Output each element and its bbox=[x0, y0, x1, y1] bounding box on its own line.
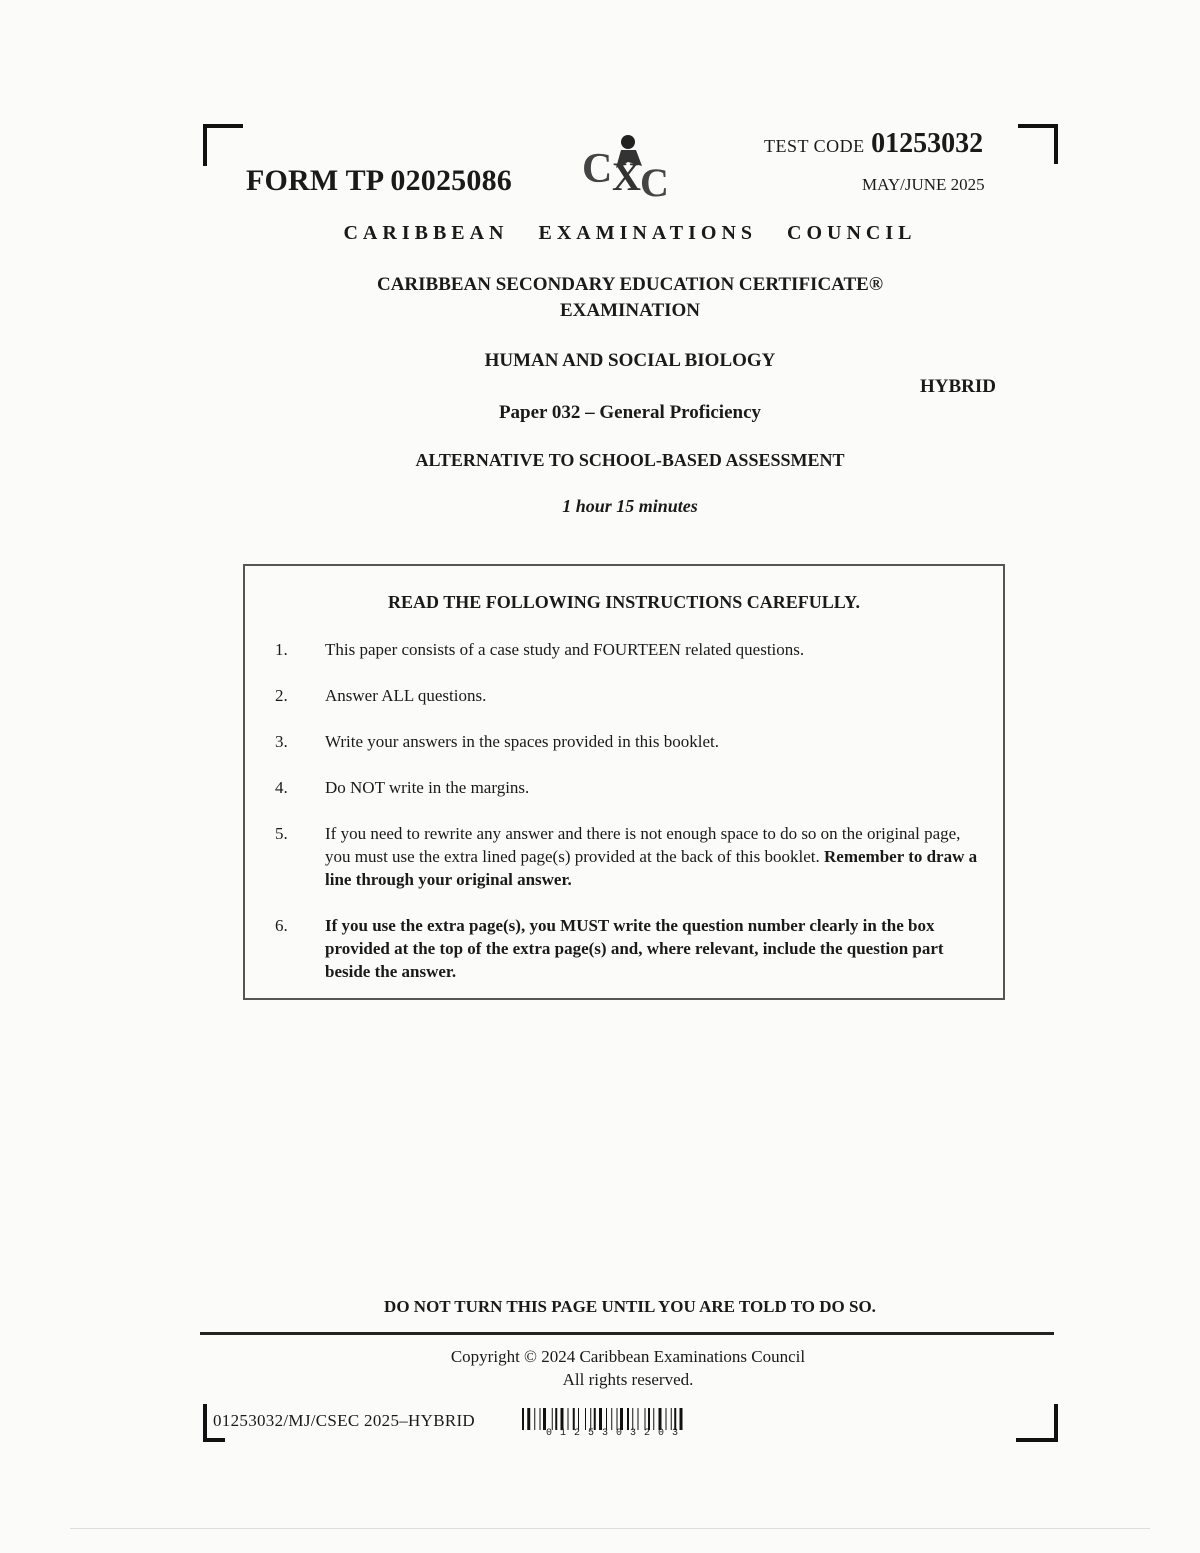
instruction-text: Do NOT write in the margins. bbox=[325, 778, 530, 797]
instructions-heading: READ THE FOLLOWING INSTRUCTIONS CAREFULLY. bbox=[388, 592, 860, 612]
barcode-icon bbox=[522, 1408, 732, 1430]
test-code bbox=[764, 128, 983, 160]
instructions-list bbox=[275, 638, 985, 1006]
copyright-line: Copyright © 2024 Caribbean Examinations Council bbox=[450, 1347, 806, 1366]
certificate-title bbox=[0, 272, 1200, 324]
booklet-code: 01253032/MJ/CSEC 2025–HYBRID bbox=[213, 1411, 476, 1430]
cxc-logo-icon bbox=[578, 132, 678, 200]
crop-mark-bottom-right bbox=[1016, 1404, 1058, 1442]
instruction-item bbox=[275, 776, 985, 799]
certificate-title-line1: CARIBBEAN SECONDARY EDUCATION CERTIFICATE® bbox=[376, 274, 884, 295]
instruction-number: 2. bbox=[275, 686, 288, 705]
instruction-text bbox=[325, 822, 985, 891]
test-code-value: 01253032 bbox=[871, 128, 984, 159]
hybrid-label: HYBRID bbox=[920, 376, 997, 397]
instruction-text-regular: If you need to rewrite any answer and there is not enough space to do so on the original page, you must use the extra lined page(s) provided at the back of this booklet. bbox=[325, 824, 961, 866]
instruction-text-bold: Remember to draw a line through your original answer. bbox=[325, 847, 978, 889]
crop-mark-top-right bbox=[1018, 124, 1058, 164]
copyright-notice bbox=[0, 1345, 1200, 1391]
instruction-number: 6. bbox=[275, 916, 288, 935]
instruction-text: Answer ALL questions. bbox=[325, 686, 487, 705]
exam-session: MAY/JUNE 2025 bbox=[862, 175, 985, 194]
certificate-title-line2: EXAMINATION bbox=[559, 300, 701, 321]
instruction-item bbox=[275, 684, 985, 707]
instruction-item bbox=[275, 638, 985, 661]
svg-text:X: X bbox=[612, 154, 641, 199]
form-tp-number: FORM TP 02025086 bbox=[246, 164, 512, 197]
instruction-number: 4. bbox=[275, 778, 288, 797]
instruction-item bbox=[275, 914, 985, 983]
subject-title: HUMAN AND SOCIAL BIOLOGY bbox=[484, 350, 776, 371]
footer-divider bbox=[200, 1332, 1054, 1335]
instruction-number: 1. bbox=[275, 640, 288, 659]
instruction-number: 3. bbox=[275, 732, 288, 751]
rights-line: All rights reserved. bbox=[562, 1370, 694, 1389]
do-not-turn-warning: DO NOT TURN THIS PAGE UNTIL YOU ARE TOLD TO DO SO. bbox=[384, 1297, 876, 1316]
svg-text:C: C bbox=[582, 146, 613, 192]
instruction-item bbox=[275, 730, 985, 753]
instruction-text: If you use the extra page(s), you MUST write the question number clearly in the box provided at the top of the extra page(s) and, where relevant, include the question part beside the answer. bbox=[325, 916, 944, 981]
test-code-label: TEST CODE bbox=[764, 136, 865, 156]
instructions-box bbox=[243, 564, 1005, 1000]
instruction-text: Write your answers in the spaces provided in this booklet. bbox=[325, 732, 720, 751]
council-name: CARIBBEAN EXAMINATIONS COUNCIL bbox=[343, 222, 917, 244]
svg-text:C: C bbox=[640, 160, 669, 200]
assessment-title: ALTERNATIVE TO SCHOOL-BASED ASSESSMENT bbox=[415, 450, 845, 470]
exam-duration: 1 hour 15 minutes bbox=[562, 496, 698, 516]
instruction-number: 5. bbox=[275, 824, 288, 843]
instruction-text: This paper consists of a case study and FOURTEEN related questions. bbox=[325, 640, 805, 659]
instruction-item bbox=[275, 822, 985, 891]
scan-edge-line bbox=[70, 1528, 1150, 1529]
paper-title: Paper 032 – General Proficiency bbox=[498, 402, 762, 423]
barcode-digits: 0125303203 bbox=[546, 1428, 687, 1439]
crop-mark-top-left bbox=[203, 124, 243, 166]
